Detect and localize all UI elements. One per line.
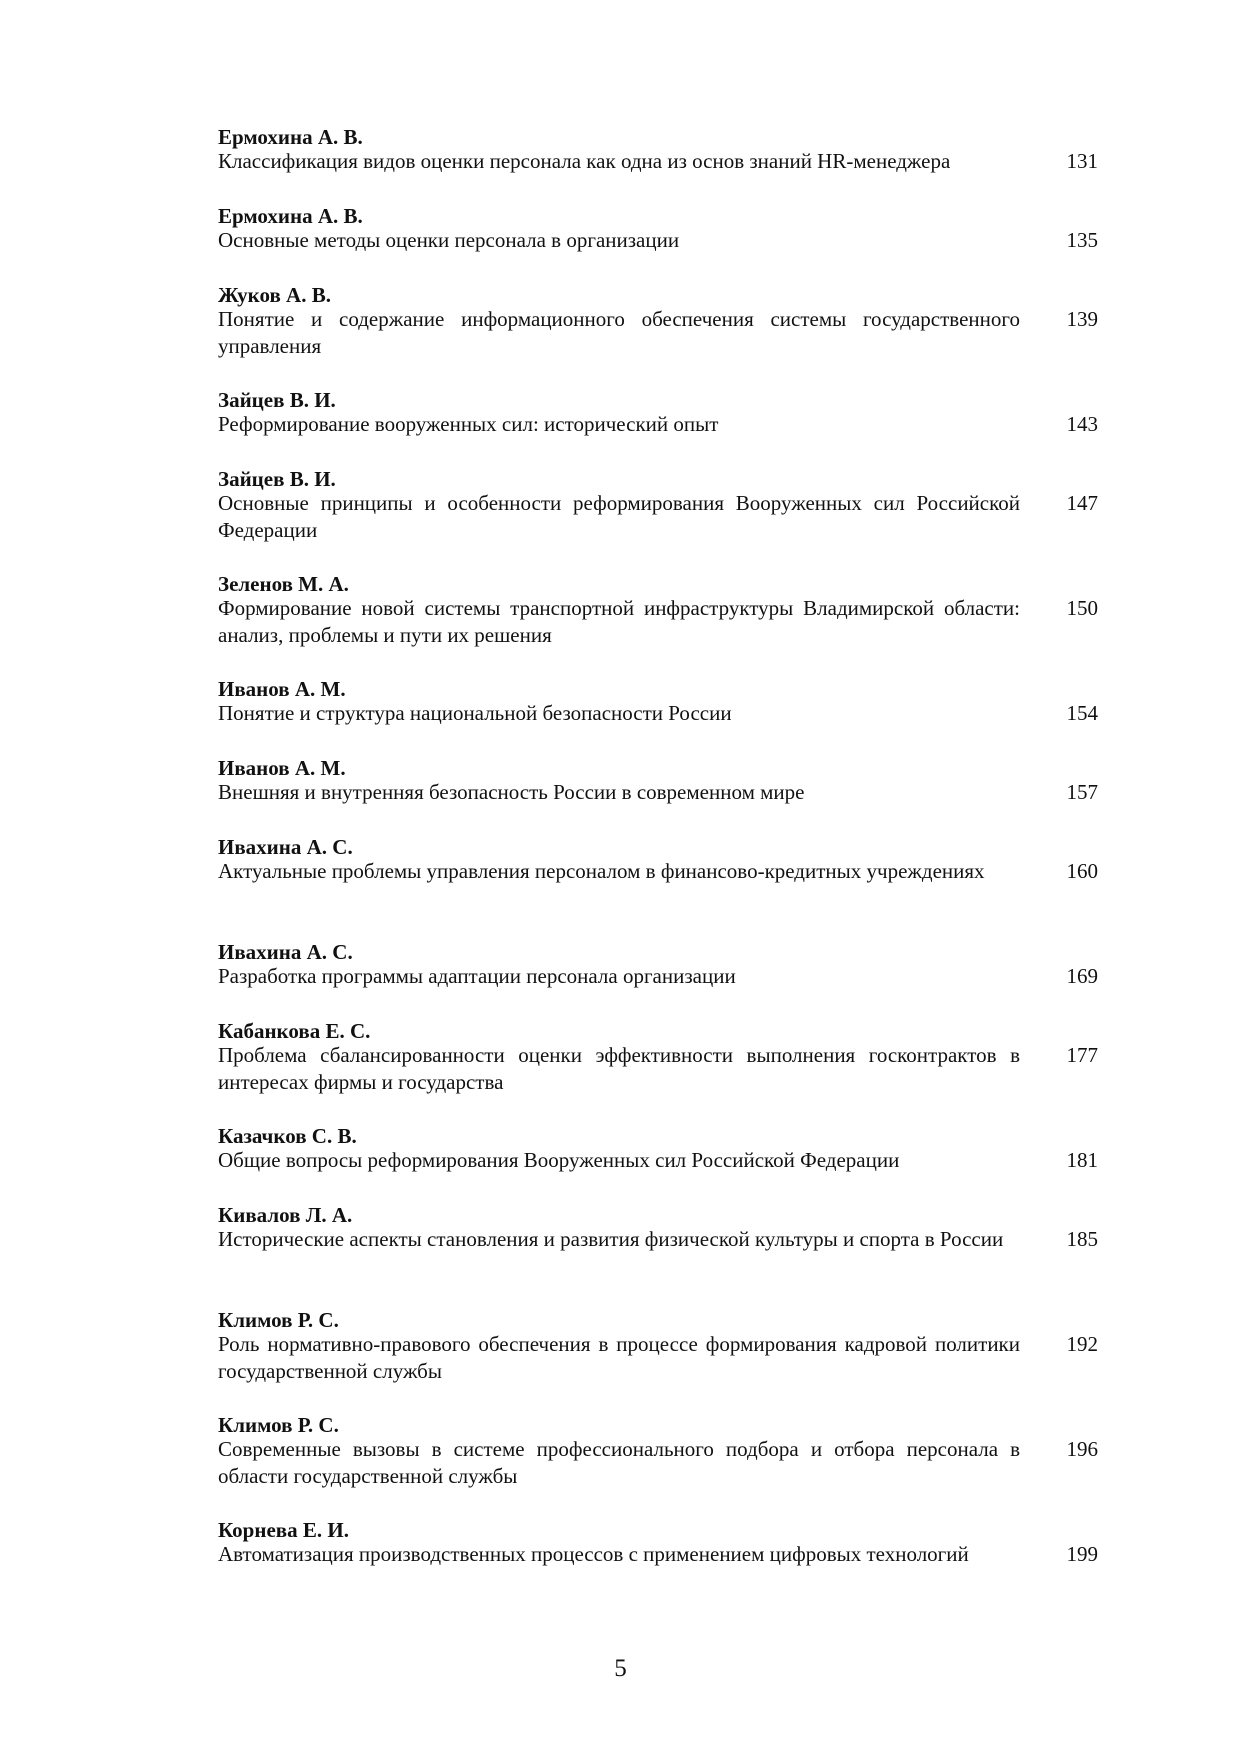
entry-author: Ермохина А. В. [218,204,363,228]
entry-title: Понятие и содержание информационного обеспечения системы государственного управления [218,307,1020,358]
entry-author: Ермохина А. В. [218,125,363,149]
entry-author: Климов Р. С. [218,1308,339,1332]
entry-page-number: 147 [1066,491,1098,515]
entry-page-number: 157 [1066,780,1098,804]
entry-title: Внешняя и внутренняя безопасность России в современном мире [218,780,805,804]
entry-title: Исторические аспекты становления и развития физической культуры и спорта в России [218,1227,1004,1251]
entry-author: Кабанкова Е. С. [218,1019,371,1043]
entry-page-number: 192 [1066,1332,1098,1356]
entry-author: Климов Р. С. [218,1413,339,1437]
entry-page-number: 150 [1066,596,1098,620]
entry-page-number: 154 [1066,701,1098,725]
entry-author: Казачков С. В. [218,1124,357,1148]
entry-title: Понятие и структура национальной безопасности России [218,701,732,725]
entry-page-number: 169 [1066,964,1098,988]
entry-title: Основные принципы и особенности реформирования Вооруженных сил Российской Федерации [218,491,1020,542]
entry-author: Зайцев В. И. [218,467,336,491]
entry-page-number: 131 [1066,149,1098,173]
page-number: 5 [614,1655,627,1682]
entry-page-number: 181 [1066,1148,1098,1172]
entry-author: Жуков А. В. [218,283,331,307]
entry-author: Иванов А. М. [218,677,346,701]
entry-author: Зайцев В. И. [218,388,336,412]
entry-page-number: 185 [1066,1227,1098,1251]
entry-title: Классификация видов оценки персонала как одна из основ знаний HR-менеджера [218,149,951,173]
entry-author: Ивахина А. С. [218,940,353,964]
entry-author: Ивахина А. С. [218,835,353,859]
entry-title: Современные вызовы в системе профессионального подбора и отбора персонала в области государственной службы [218,1437,1020,1488]
entry-page-number: 143 [1066,412,1098,436]
entry-page-number: 199 [1066,1542,1098,1566]
entry-page-number: 160 [1066,859,1098,883]
entry-page-number: 177 [1066,1043,1098,1067]
entry-title: Актуальные проблемы управления персоналом в финансово-кредитных учреждениях [218,859,985,883]
entry-title: Общие вопросы реформирования Вооруженных сил Российской Федерации [218,1148,900,1172]
entry-title: Формирование новой системы транспортной инфраструктуры Владимирской области: анализ, проблемы и пути их решения [218,596,1020,647]
entry-author: Кивалов Л. А. [218,1203,353,1227]
entry-author: Иванов А. М. [218,756,346,780]
entry-title: Роль нормативно-правового обеспечения в процессе формирования кадровой политики государственной службы [218,1332,1020,1383]
entry-page-number: 196 [1066,1437,1098,1461]
entry-title: Разработка программы адаптации персонала организации [218,964,736,988]
entry-title: Основные методы оценки персонала в организации [218,228,680,252]
entry-title: Автоматизация производственных процессов с применением цифровых технологий [218,1542,969,1566]
entry-title: Проблема сбалансированности оценки эффективности выполнения госконтрактов в интересах фирмы и государства [218,1043,1020,1094]
entry-page-number: 135 [1066,228,1098,252]
entry-author: Корнева Е. И. [218,1518,349,1542]
entry-page-number: 139 [1066,307,1098,331]
entry-author: Зеленов М. А. [218,572,349,596]
entry-title: Реформирование вооруженных сил: исторический опыт [218,412,719,436]
